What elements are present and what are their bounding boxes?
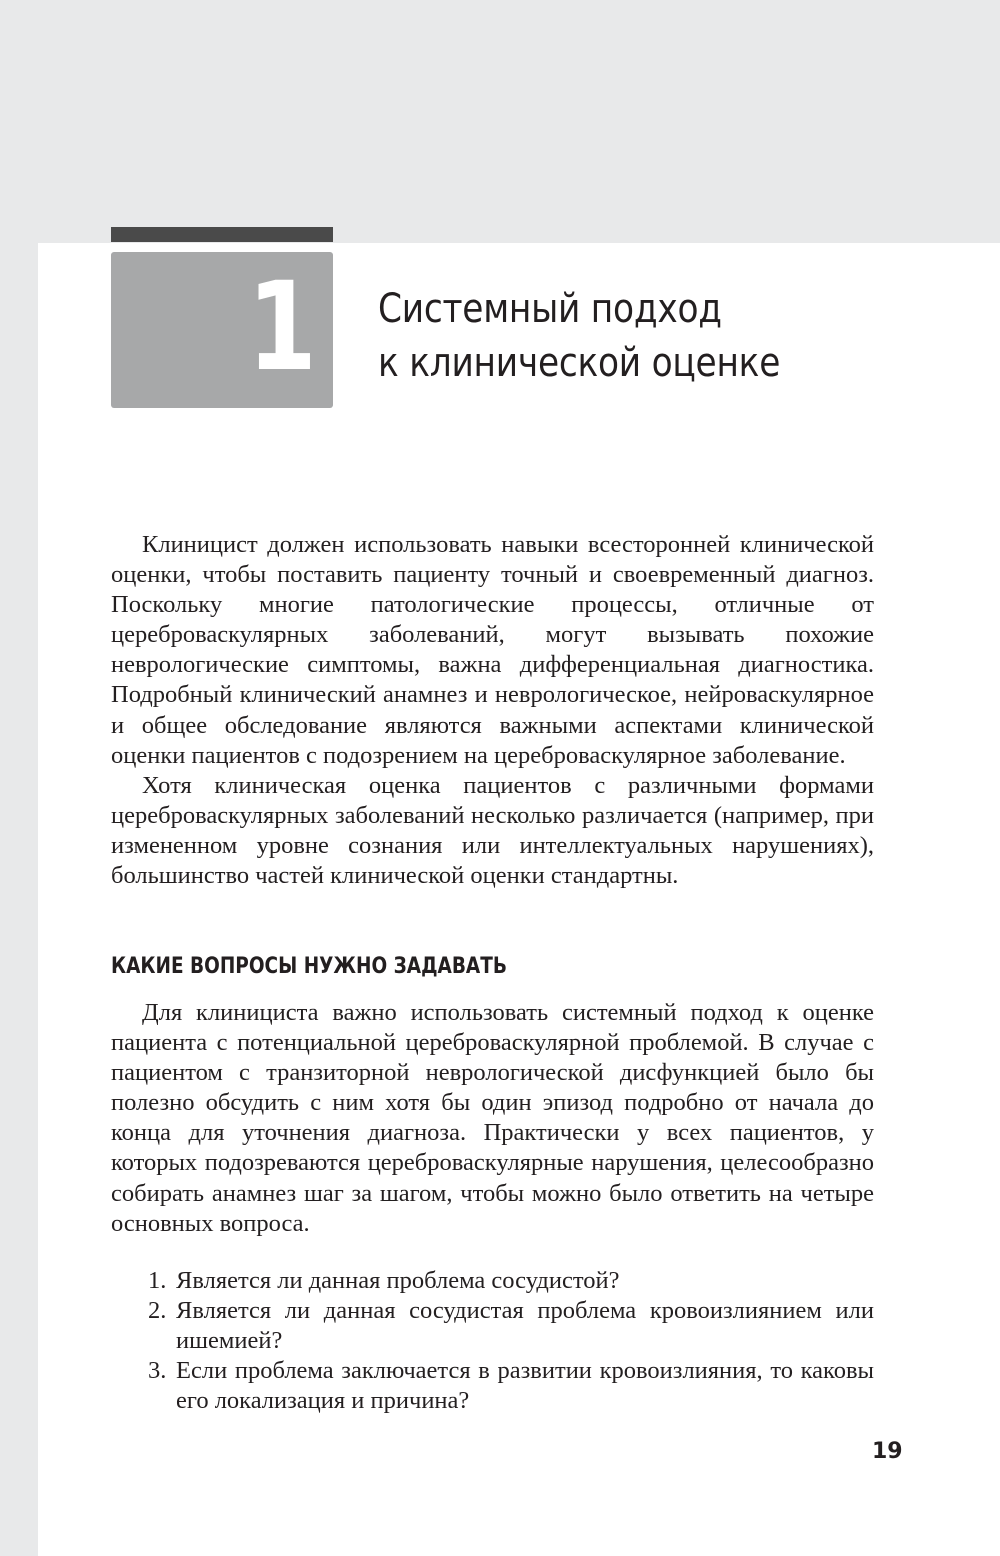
chapter-number-box <box>111 252 333 408</box>
section-heading: КАКИЕ ВОПРОСЫ НУЖНО ЗАДАВАТЬ <box>111 954 507 979</box>
section-paragraph: Для клинициста важно использовать системный подход к оценке пациента с потенциальной цереброваскулярной проблемой. В случае с пациентом с транзиторной неврологической дисфункцией было бы полезно обсудить с ним хотя бы один эпизод подробно от начала до конца для уточнения диагноза. Практически у всех пациентов, у которых подозреваются цереброваскулярные нарушения, целесообразно собирать анамнез шаг за шагом, чтобы можно было ответить на четыре основных вопроса. <box>111 999 874 1237</box>
question-number: 2. <box>148 1297 167 1325</box>
question-text: Является ли данная проблема сосудистой? <box>176 1267 620 1294</box>
chapter-number: 1 <box>247 256 317 398</box>
section-text <box>111 998 874 1239</box>
question-item <box>111 1266 874 1296</box>
question-text: Если проблема заключается в развитии кровоизлияния, то каковы его локализация и причина? <box>176 1357 874 1415</box>
question-number: 3. <box>148 1357 167 1385</box>
page-number: 19 <box>872 1439 903 1464</box>
intro-text <box>111 530 874 891</box>
chapter-rule <box>111 227 333 242</box>
question-number: 1. <box>148 1267 167 1294</box>
intro-paragraph: Хотя клиническая оценка пациентов с различными формами цереброваскулярных заболеваний несколько различается (например, при измененном уровне сознания или интеллектуальных нарушениях), большинство частей клинической оценки стандартны. <box>111 771 874 890</box>
intro-paragraph: Клиницист должен использовать навыки всесторонней клинической оценки, чтобы поставить пациенту точный и своевременный диагноз. Поскольку многие патологические процессы, отличные от цереброваскулярных заболеваний, могут вызывать похожие неврологические симптомы, важна дифференциальная диагностика. Подробный клинический анамнез и неврологическое, нейроваскулярное и общее обследование являются важными аспектами клинической оценки пациентов с подозрением на цереброваскулярное заболевание. <box>111 531 874 769</box>
question-text: Является ли данная сосудистая проблема кровоизлиянием или ишемией? <box>176 1297 874 1355</box>
question-item <box>111 1356 874 1416</box>
question-list <box>111 1266 874 1416</box>
chapter-title-line-1: Системный подход <box>378 286 722 332</box>
chapter-title-line-2: к клинической оценке <box>378 340 781 386</box>
question-item <box>111 1296 874 1356</box>
chapter-title <box>378 282 860 390</box>
